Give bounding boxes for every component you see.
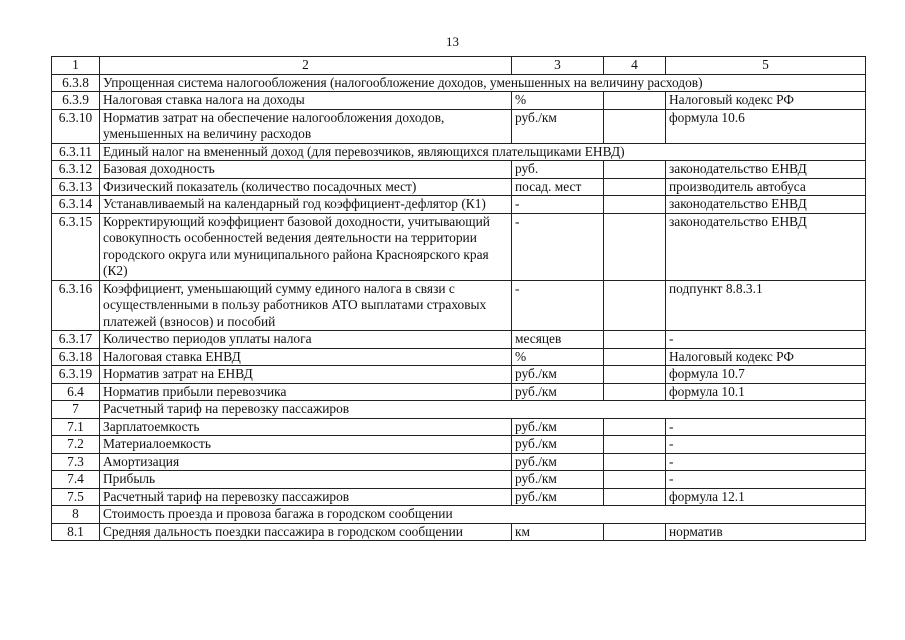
value-cell — [604, 331, 666, 349]
unit-cell: % — [512, 92, 604, 110]
parameter-name-cell: Устанавливаемый на календарный год коэффициент-дефлятор (К1) — [100, 196, 512, 214]
unit-cell: руб./км — [512, 109, 604, 143]
parameter-name-cell: Налоговая ставка налога на доходы — [100, 92, 512, 110]
table-row — [52, 436, 866, 454]
source-cell: - — [666, 471, 866, 489]
table-row — [52, 178, 866, 196]
section-row — [52, 143, 866, 161]
row-number-cell: 7.4 — [52, 471, 100, 489]
value-cell — [604, 178, 666, 196]
value-cell — [604, 213, 666, 280]
table-row — [52, 213, 866, 280]
source-cell: норматив — [666, 523, 866, 541]
unit-cell: руб./км — [512, 436, 604, 454]
unit-cell: % — [512, 348, 604, 366]
row-number-cell: 6.3.15 — [52, 213, 100, 280]
value-cell — [604, 366, 666, 384]
row-number-cell: 7.2 — [52, 436, 100, 454]
table-row — [52, 331, 866, 349]
parameter-name-cell: Норматив затрат на ЕНВД — [100, 366, 512, 384]
value-cell — [604, 436, 666, 454]
table-row — [52, 453, 866, 471]
row-number-cell: 6.3.9 — [52, 92, 100, 110]
row-number-cell: 6.3.14 — [52, 196, 100, 214]
row-number-cell: 7.1 — [52, 418, 100, 436]
parameter-name-cell: Средняя дальность поездки пассажира в городском сообщении — [100, 523, 512, 541]
unit-cell: руб./км — [512, 366, 604, 384]
unit-cell: - — [512, 213, 604, 280]
row-number-cell: 6.3.11 — [52, 143, 100, 161]
parameter-name-cell: Прибыль — [100, 471, 512, 489]
parameter-name-cell: Коэффициент, уменьшающий сумму единого налога в связи с осуществленными в пользу работников АТО выплатами страховых платежей (взносов) и пособий — [100, 280, 512, 331]
row-number-cell: 6.3.19 — [52, 366, 100, 384]
row-number-cell: 7 — [52, 401, 100, 419]
table-row — [52, 418, 866, 436]
table-row — [52, 383, 866, 401]
row-number-cell: 6.3.12 — [52, 161, 100, 179]
source-cell: формула 10.1 — [666, 383, 866, 401]
source-cell: формула 10.6 — [666, 109, 866, 143]
row-number-cell: 6.3.8 — [52, 74, 100, 92]
table-row — [52, 109, 866, 143]
source-cell: Налоговый кодекс РФ — [666, 92, 866, 110]
source-cell: - — [666, 436, 866, 454]
header-cell: 3 — [512, 57, 604, 75]
source-cell: - — [666, 331, 866, 349]
value-cell — [604, 471, 666, 489]
unit-cell: руб./км — [512, 453, 604, 471]
parameter-name-cell: Налоговая ставка ЕНВД — [100, 348, 512, 366]
value-cell — [604, 348, 666, 366]
parameter-name-cell: Материалоемкость — [100, 436, 512, 454]
value-cell — [604, 92, 666, 110]
value-cell — [604, 109, 666, 143]
source-cell: формула 12.1 — [666, 488, 866, 506]
header-cell: 4 — [604, 57, 666, 75]
source-cell: законодательство ЕНВД — [666, 161, 866, 179]
source-cell: - — [666, 453, 866, 471]
unit-cell: руб./км — [512, 383, 604, 401]
row-number-cell: 8.1 — [52, 523, 100, 541]
header-cell: 2 — [100, 57, 512, 75]
parameter-name-cell: Зарплатоемкость — [100, 418, 512, 436]
section-title-cell: Единый налог на вмененный доход (для перевозчиков, являющихся плательщиками ЕНВД) — [100, 143, 866, 161]
row-number-cell: 6.3.10 — [52, 109, 100, 143]
header-cell: 5 — [666, 57, 866, 75]
unit-cell: руб. — [512, 161, 604, 179]
source-cell: формула 10.7 — [666, 366, 866, 384]
row-number-cell: 7.5 — [52, 488, 100, 506]
source-cell: производитель автобуса — [666, 178, 866, 196]
source-cell: законодательство ЕНВД — [666, 213, 866, 280]
value-cell — [604, 161, 666, 179]
row-number-cell: 6.3.17 — [52, 331, 100, 349]
parameter-name-cell: Амортизация — [100, 453, 512, 471]
source-cell: подпункт 8.8.3.1 — [666, 280, 866, 331]
unit-cell: посад. мест — [512, 178, 604, 196]
section-title-cell: Упрощенная система налогообложения (налогообложение доходов, уменьшенных на величину расходов) — [100, 74, 866, 92]
row-number-cell: 7.3 — [52, 453, 100, 471]
unit-cell: - — [512, 196, 604, 214]
table-row — [52, 523, 866, 541]
value-cell — [604, 488, 666, 506]
parameter-name-cell: Норматив затрат на обеспечение налогообложения доходов, уменьшенных на величину расходов — [100, 109, 512, 143]
parameter-name-cell: Норматив прибыли перевозчика — [100, 383, 512, 401]
table-header-row — [52, 57, 866, 75]
parameters-table — [51, 56, 866, 541]
unit-cell: - — [512, 280, 604, 331]
value-cell — [604, 418, 666, 436]
unit-cell: руб./км — [512, 471, 604, 489]
header-cell: 1 — [52, 57, 100, 75]
table-row — [52, 366, 866, 384]
section-title-cell: Стоимость проезда и провоза багажа в городском сообщении — [100, 506, 866, 524]
value-cell — [604, 523, 666, 541]
table-row — [52, 92, 866, 110]
table-row — [52, 280, 866, 331]
value-cell — [604, 196, 666, 214]
section-row — [52, 401, 866, 419]
table-row — [52, 471, 866, 489]
parameter-name-cell: Корректирующий коэффициент базовой доходности, учитывающий совокупность особенностей ведения деятельности на территории городского округа или муниципального района Красноярского края (К2) — [100, 213, 512, 280]
unit-cell: руб./км — [512, 418, 604, 436]
table-row — [52, 196, 866, 214]
row-number-cell: 6.3.16 — [52, 280, 100, 331]
value-cell — [604, 453, 666, 471]
parameter-name-cell: Количество периодов уплаты налога — [100, 331, 512, 349]
section-title-cell: Расчетный тариф на перевозку пассажиров — [100, 401, 866, 419]
section-row — [52, 74, 866, 92]
parameter-name-cell: Базовая доходность — [100, 161, 512, 179]
row-number-cell: 6.4 — [52, 383, 100, 401]
value-cell — [604, 383, 666, 401]
row-number-cell: 8 — [52, 506, 100, 524]
section-row — [52, 506, 866, 524]
table-row — [52, 488, 866, 506]
row-number-cell: 6.3.13 — [52, 178, 100, 196]
source-cell: Налоговый кодекс РФ — [666, 348, 866, 366]
parameter-name-cell: Расчетный тариф на перевозку пассажиров — [100, 488, 512, 506]
unit-cell: месяцев — [512, 331, 604, 349]
unit-cell: руб./км — [512, 488, 604, 506]
table-row — [52, 348, 866, 366]
source-cell: - — [666, 418, 866, 436]
page-number: 13 — [446, 34, 459, 49]
parameter-name-cell: Физический показатель (количество посадочных мест) — [100, 178, 512, 196]
source-cell: законодательство ЕНВД — [666, 196, 866, 214]
unit-cell: км — [512, 523, 604, 541]
table-row — [52, 161, 866, 179]
row-number-cell: 6.3.18 — [52, 348, 100, 366]
value-cell — [604, 280, 666, 331]
